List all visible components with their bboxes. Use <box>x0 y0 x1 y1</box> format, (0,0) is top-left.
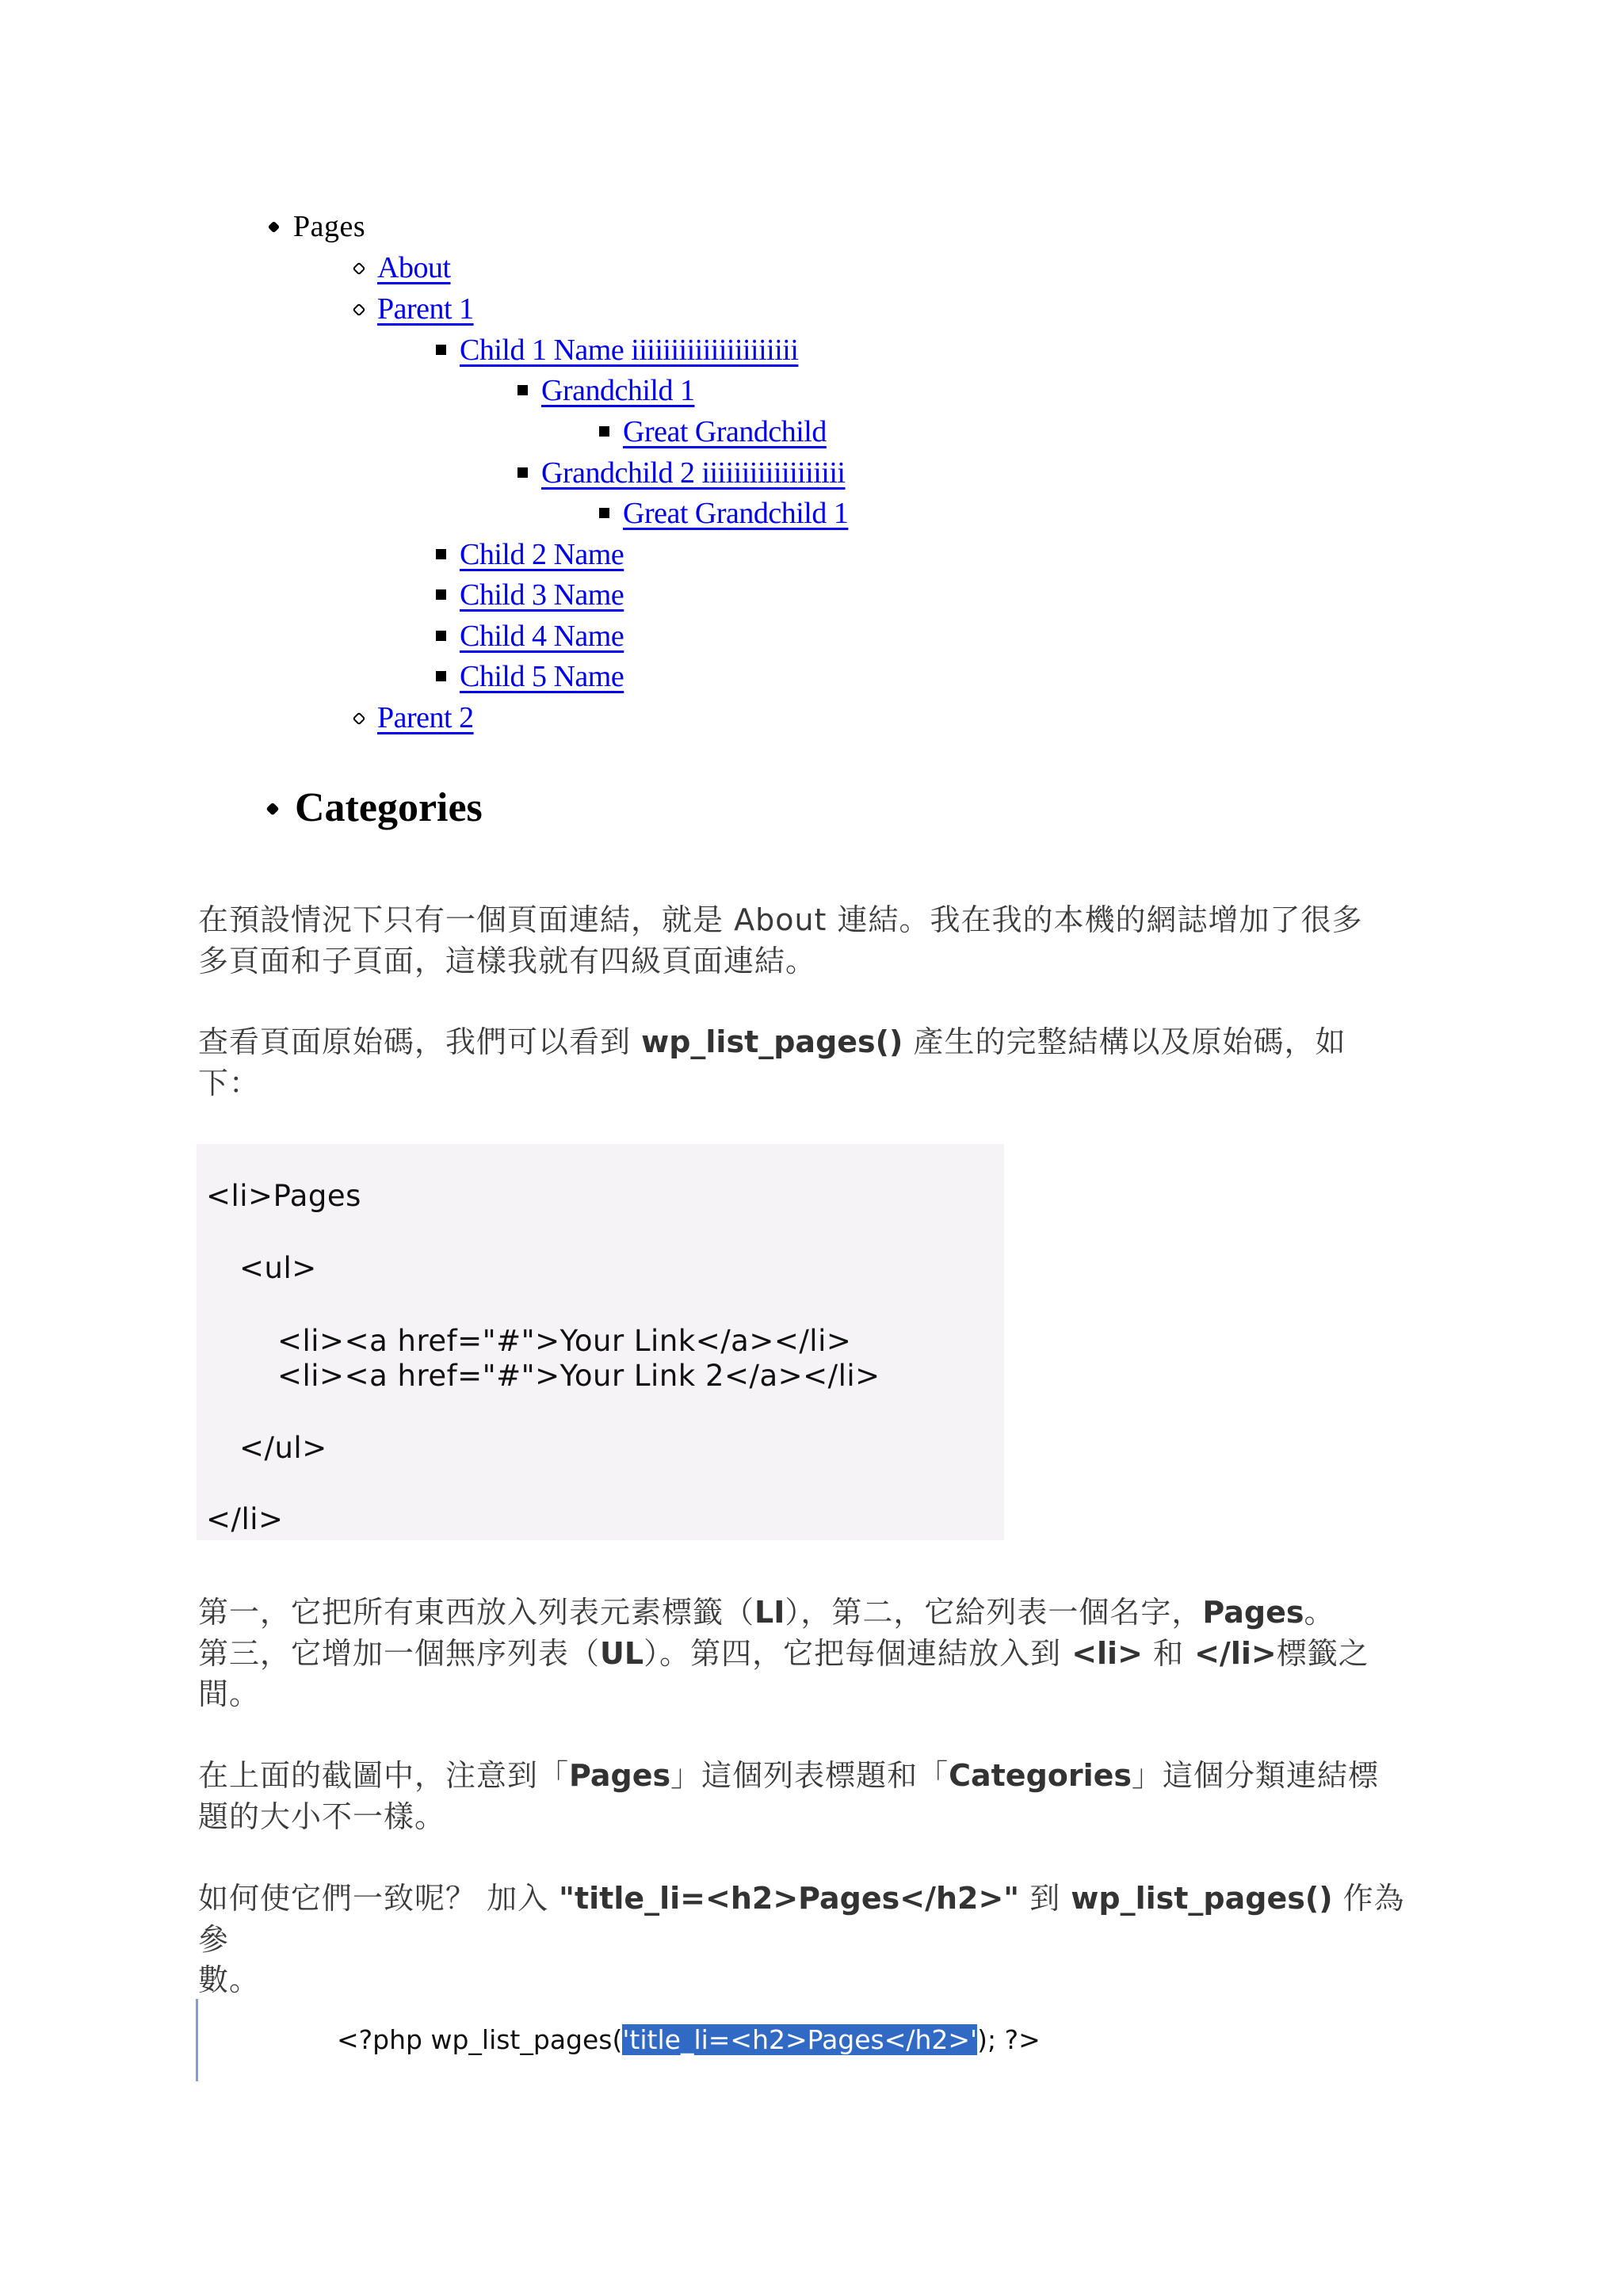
disc-bullet-icon <box>268 780 284 822</box>
square-bullet-icon <box>517 370 533 411</box>
code-line: <li>Pages <box>206 1179 361 1213</box>
square-bullet-icon <box>517 452 533 494</box>
page-link-about[interactable]: About <box>377 251 451 284</box>
code-line: <li><a href="#">Your Link 2</a></li> <box>277 1359 880 1393</box>
paragraph-solution: 如何使它們一致呢？ 加入 "title_li=<h2>Pages</h2>" 到 wp_list_pages() 作為參 數。 <box>198 1881 1405 1997</box>
square-bullet-icon <box>436 574 452 616</box>
page-link-child-4[interactable]: Child 4 Name <box>460 620 624 653</box>
square-bullet-icon <box>436 656 452 697</box>
page-link-parent-1[interactable]: Parent 1 <box>377 292 474 326</box>
code-line: <ul> <box>239 1251 317 1285</box>
code-line: </li> <box>206 1502 284 1536</box>
page-link-child-2[interactable]: Child 2 Name <box>460 538 624 571</box>
disc-bullet-icon <box>269 206 285 247</box>
function-name: wp_list_pages() <box>641 1024 903 1059</box>
paragraph-intro: 在預設情況下只有一個頁面連結，就是 About 連結。我在我的本機的網誌增加了很多 多頁面和子頁面，這樣我就有四級頁面連結。 <box>198 902 1363 978</box>
page-link-child-1[interactable]: Child 1 Name iiiiiiiiiiiiiiiiiiiii <box>460 334 799 367</box>
page-link-great-grandchild-1[interactable]: Great Grandchild 1 <box>623 497 849 530</box>
page-link-grandchild-2[interactable]: Grandchild 2 iiiiiiiiiiiiiiiiii <box>541 456 846 490</box>
code-line: </ul> <box>239 1431 327 1465</box>
circle-bullet-icon <box>354 288 370 330</box>
paragraph-title-size: 在上面的截圖中，注意到「Pages」這個列表標題和「Categories」這個分類連結標 題的大小不一樣。 <box>198 1758 1380 1834</box>
square-bullet-icon <box>436 534 452 575</box>
paragraph-structure: 第一，它把所有東西放入列表元素標籤（LI），第二，它給列表一個名字，Pages。 第三，它增加一個無序列表（UL）。第四，它把每個連結放入到 <li> 和 </li>標籤之 間。 <box>198 1595 1369 1711</box>
circle-bullet-icon <box>354 697 370 738</box>
selected-text[interactable]: 'title_li=<h2>Pages</h2>' <box>622 2024 978 2055</box>
square-bullet-icon <box>436 616 452 657</box>
paragraph-view-source: 查看頁面原始碼，我們可以看到 wp_list_pages() 產生的完整結構以及原始碼，如 下： <box>198 1024 1346 1100</box>
page-link-child-5[interactable]: Child 5 Name <box>460 660 624 693</box>
code-block <box>197 1144 1004 1540</box>
page-link-grandchild-1[interactable]: Grandchild 1 <box>541 374 695 407</box>
circle-bullet-icon <box>354 247 370 288</box>
blockquote-border <box>196 1999 198 2081</box>
square-bullet-icon <box>599 411 615 452</box>
square-bullet-icon <box>599 493 615 534</box>
page-link-parent-2[interactable]: Parent 2 <box>377 701 474 734</box>
square-bullet-icon <box>436 330 452 371</box>
page-link-great-grandchild[interactable]: Great Grandchild <box>623 415 827 448</box>
page-link-child-3[interactable]: Child 3 Name <box>460 578 624 612</box>
php-snippet: <?php wp_list_pages('title_li=<h2>Pages</h2>'); ?> <box>337 2024 1041 2055</box>
code-line: <li><a href="#">Your Link</a></li> <box>277 1324 852 1358</box>
